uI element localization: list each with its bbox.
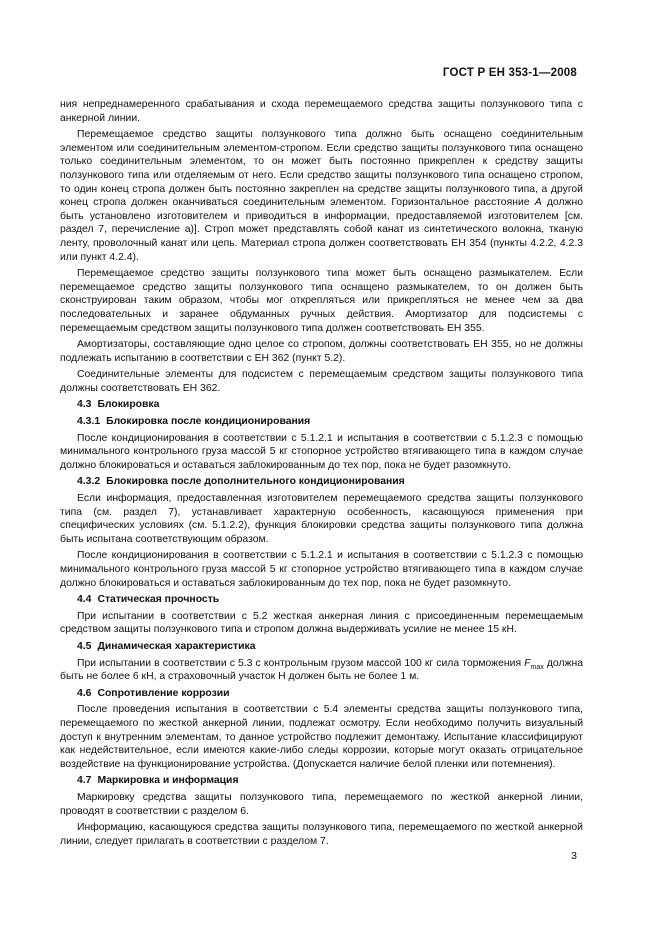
heading-4-3-1: 4.3.1 Блокировка после кондиционирования (77, 416, 311, 428)
standard-header: ГОСТ Р ЕН 353-1—2008 (442, 67, 577, 79)
paragraph-connector-requirements: Перемещаемое средство защиты ползункового типа должно быть оснащено соединительным элементом или соединительным элементом-стропом. Если средство защиты ползункового типа оснащено только соединительным элементом, то он может быть постоянно прикреплен к средству защиты ползункового типа или отделяемым от него. Если средство защиты ползункового типа оснащено стропом, то один конец стропа должен быть постоянно закреплен на средстве защиты ползункового типа, а другой конец стропа должен оканчиваться соединительным элементом. Горизонтальное расстояние A должно быть установлено изготовителем и приводиться в информации, предоставляемой изготовителем [см. раздел 7, перечисление а)]. Строп может представлять собой канат из синтетического волокна, тканую ленту, проволочный канат или цепь. Материал стропа должен соответствовать ЕН 354 (пункты 4.2.2, 4.2.3 или пункт 4.2.4). (60, 129, 584, 263)
variable-a: A (534, 197, 542, 209)
subscript-max: max (530, 663, 544, 671)
paragraph-connectors: Соединительные элементы для подсистем с перемещаемым средством защиты ползункового типа должны соответствовать ЕН 362. (60, 369, 583, 394)
paragraph-release-device: Перемещаемое средство защиты ползункового типа может быть оснащено размыкателем. Если перемещаемое средство защиты ползункового типа оснащено размыкателем, то он должен быть сконструирован таким образом, чтобы мог открепляться или прикрепляться не менее чем за два последовательных и заранее обдуманных ручных действия. Амортизатор для подсистемы с перемещаемым средством защиты ползункового типа должен соответствовать ЕН 355. (60, 268, 583, 334)
paragraph-information: Информацию, касающуюся средства защиты ползункового типа, перемещаемого по жесткой анкерной линии, следует прилагать в соответствии с разделом 7. (60, 822, 583, 847)
paragraph-continuation: ния непреднамеренного срабатывания и схода перемещаемого средства защиты ползункового типа с анкерной линии. (60, 99, 583, 124)
paragraph-shock-absorbers: Амортизаторы, составляющие одно целое со стропом, должны соответствовать ЕН 355, но не должны подлежать испытанию в соответствии с ЕН 362 (пункт 5.2). (60, 339, 583, 364)
heading-4-6: 4.6 Сопротивление коррозии (77, 687, 230, 699)
document-body (60, 98, 583, 851)
heading-4-3-2: 4.3.2 Блокировка после дополнительного кондиционирования (77, 476, 405, 488)
paragraph-locking-after-conditioning: После кондиционирования в соответствии с 5.1.2.1 и испытания в соответствии с 5.1.2.3 с помощью минимального контрольного груза массой 5 кг стопорное устройство втягивающего типа в каждом случае должно блокироваться и оставаться заблокированным до тех пор, пока не будет разомкнуто. (60, 432, 583, 471)
heading-4-4: 4.4 Статическая прочность (77, 594, 220, 606)
heading-4-3: 4.3 Блокировка (77, 399, 160, 411)
variable-f: F (524, 657, 531, 669)
paragraph-static-strength: При испытании в соответствии с 5.2 жесткая анкерная линия с присоединенным перемещаемым средством защиты ползункового типа и стропом должна выдерживать усилие не менее 15 кН. (60, 610, 583, 636)
paragraph-corrosion: После проведения испытания в соответствии с 5.4 элементы средства защиты ползункового типа, перемещаемого по жесткой анкерной линии, подлежат осмотру. Если необходимо получить визуальный доступ к внутренним элементам, то данное устройство подлежит демонтажу. Испытание классифицируют как недействительное, если имеются какие-либо следы коррозии, которые могут оказать отрицательное воздействие на функционирование устройства. (Допускается наличие белой пленки или потемнения). (60, 704, 583, 770)
heading-4-7: 4.7 Маркировка и информация (77, 775, 239, 787)
heading-4-5: 4.5 Динамическая характеристика (77, 640, 256, 652)
paragraph-locking-test: После кондиционирования в соответствии с 5.1.2.1 и испытания в соответствии с 5.1.2.3 с помощью минимального контрольного груза массой 5 кг стопорное устройство втягивающего типа в каждом случае должно блокироваться и оставаться заблокированным до тех пор, пока не будет разомкнуто. (60, 550, 583, 589)
paragraph-dynamic-performance: При испытании в соответствии с 5.3 с контрольным грузом массой 100 кг сила торможения $F_{max}$ должна быть не более 6 кН, а страховочный участок H должен быть не более 1 м. (60, 657, 583, 683)
paragraph-marking: Маркировку средства защиты ползункового типа, перемещаемого по жесткой анкерной линии, проводят в соответствии с разделом 6. (60, 791, 583, 817)
paragraph-special-conditions: Если информация, предоставленная изготовителем перемещаемого средства защиты ползункового типа (см. раздел 7), устанавливает характерную особенность, касающуюся применения при специфических условиях (см. 5.1.2.2), функция блокировки средства защиты ползункового типа должна быть испытана соответствующим образом. (60, 493, 583, 545)
page-number: 3 (571, 850, 577, 862)
